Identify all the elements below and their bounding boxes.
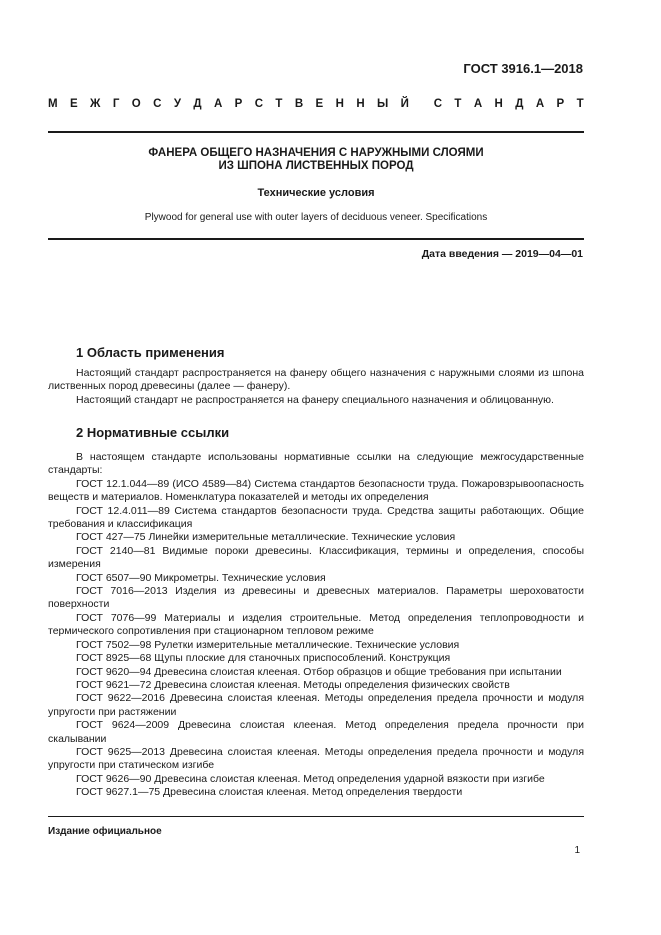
page-number: 1 (574, 845, 580, 856)
reference-item: ГОСТ 7502—98 Рулетки измерительные металлические. Технические условия (76, 638, 460, 651)
official-edition-label: Издание официальное (48, 826, 162, 837)
reference-item: ГОСТ 9620—94 Древесина слоистая клееная. Отбор образцов и общие требования при испытании (76, 665, 562, 678)
reference-item: ГОСТ 9627.1—75 Древесина слоистая клееная. Метод определения твердости (76, 786, 463, 799)
paragraph: Настоящий стандарт распространяется на фанеру общего назначения с наружными слоями из шпона лиственных пород древесины (далее — фанеру). (48, 367, 584, 393)
banner-letter: Е (69, 98, 78, 110)
banner-letter: М (48, 98, 58, 110)
banner-letter: Й (400, 98, 409, 110)
paragraph: Настоящий стандарт не распространяется на фанеру специального назначения и облицованную. (76, 393, 554, 406)
reference-item: ГОСТ 9622—2016 Древесина слоистая клееная. Методы определения предела прочности и модуля упругости при растяжении (48, 692, 584, 718)
banner-letter: Т (576, 98, 584, 110)
banner-letter: Д (193, 98, 202, 110)
banner-letter: Ы (377, 98, 389, 110)
title-divider (48, 238, 584, 240)
banner-letter: У (173, 98, 181, 110)
reference-item: ГОСТ 7016—2013 Изделия из древесины и древесных материалов. Параметры шероховатости поверхности (48, 585, 584, 611)
reference-item: ГОСТ 2140—81 Видимые пороки древесины. Классификация, термины и определения, способы измерения (48, 544, 584, 571)
reference-item: ГОСТ 12.4.011—89 Система стандартов безопасности труда. Средства защиты работающих. Общие требования и классификация (48, 504, 584, 531)
reference-item: ГОСТ 9625—2013 Древесина слоистая клееная. Методы определения предела прочности и модуля упругости при статическом изгибе (48, 745, 584, 772)
section-2-heading: 2 Нормативные ссылки (76, 425, 230, 440)
banner-letter: Р (234, 98, 243, 110)
banner-letter: Н (356, 98, 365, 110)
banner-letter: А (213, 98, 223, 110)
reference-item: ГОСТ 9626—90 Древесина слоистая клееная. Метод определения ударной вязкости при изгибе (76, 772, 545, 785)
reference-item: ГОСТ 9624—2009 Древесина слоистая клееная. Метод определения предела прочности при скалывании (48, 719, 584, 745)
reference-item: ГОСТ 7076—99 Материалы и изделия строительные. Метод определения теплопроводности и термического сопротивления при стационарном тепловом режиме (48, 611, 584, 638)
section-1-heading: 1 Область применения (76, 345, 225, 360)
interstate-standard-banner (48, 98, 584, 110)
banner-letter: Г (112, 98, 120, 110)
banner-letter: В (294, 98, 304, 110)
reference-item: ГОСТ 9621—72 Древесина слоистая клееная. Методы определения физических свойств (76, 678, 510, 691)
reference-item: ГОСТ 12.1.044—89 (ИСО 4589—84) Система стандартов безопасности труда. Пожаровзрывоопасность веществ и материалов. Номенклатура показателей и методы их определения (48, 477, 584, 504)
title-line-2: ИЗ ШПОНА ЛИСТВЕННЫХ ПОРОД (218, 160, 414, 172)
banner-letter: Е (315, 98, 324, 110)
introduction-date: Дата введения — 2019—04—01 (421, 248, 583, 260)
paragraph: В настоящем стандарте использованы нормативные ссылки на следующие межгосударственные стандарты: (48, 451, 584, 477)
document-code: ГОСТ 3916.1—2018 (463, 61, 583, 76)
section-1-body (48, 367, 584, 407)
footer-divider (48, 816, 584, 817)
banner-letter: Д (515, 98, 524, 110)
banner-letter: А (473, 98, 483, 110)
banner-letter: С (153, 98, 162, 110)
banner-letter: Р (556, 98, 565, 110)
banner-letter: Н (335, 98, 344, 110)
banner-letter: С (433, 98, 443, 110)
reference-item: ГОСТ 427—75 Линейки измерительные металлические. Технические условия (76, 531, 456, 544)
banner-letter: Т (454, 98, 462, 110)
banner-letter: Н (494, 98, 503, 110)
title-line-1: ФАНЕРА ОБЩЕГО НАЗНАЧЕНИЯ С НАРУЖНЫМИ СЛОЯМИ (148, 147, 484, 159)
banner-letter: О (131, 98, 141, 110)
reference-item: ГОСТ 6507—90 Микрометры. Технические условия (76, 571, 326, 584)
banner-letter: Т (275, 98, 283, 110)
top-divider (48, 131, 584, 133)
banner-letter: Ж (90, 98, 101, 110)
document-subtitle: Технические условия (257, 187, 375, 199)
document-title (48, 147, 584, 173)
banner-letter: А (535, 98, 545, 110)
reference-item: ГОСТ 8925—68 Щупы плоские для станочных приспособлений. Конструкция (76, 652, 451, 665)
english-title: Plywood for general use with outer layers of deciduous veneer. Specifications (144, 212, 488, 223)
section-2-body (48, 451, 584, 800)
banner-letter: С (254, 98, 264, 110)
